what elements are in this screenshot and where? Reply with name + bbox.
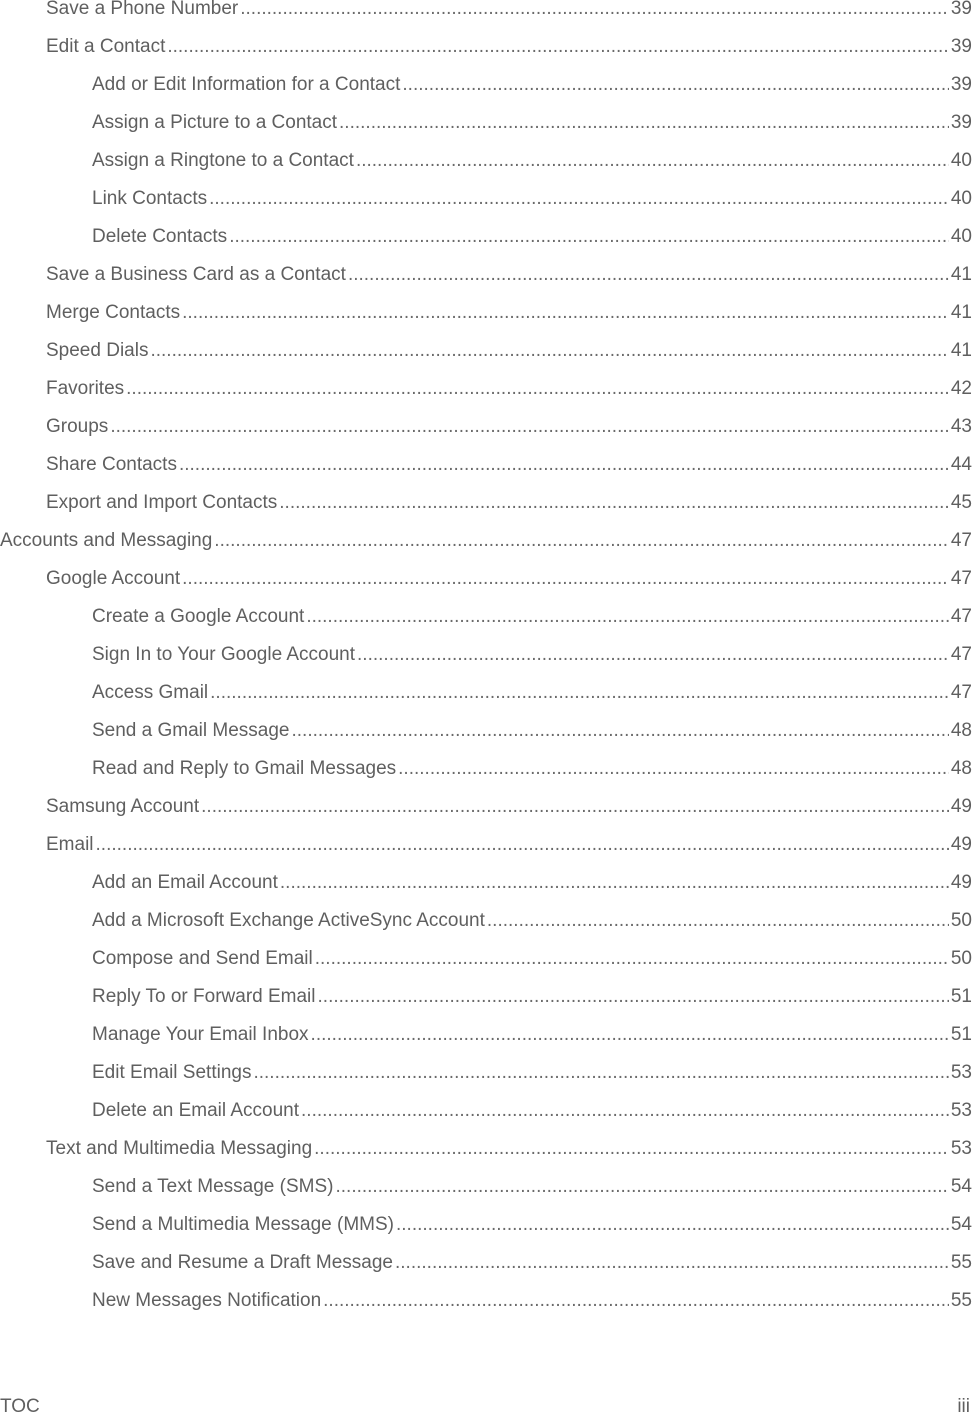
toc-entry-page: 51	[950, 1024, 972, 1045]
toc-leader-dots	[318, 986, 949, 1008]
toc-leader-dots	[487, 910, 949, 932]
toc-entry-page: 40	[950, 150, 972, 171]
toc-entry-title: Text and Multimedia Messaging	[46, 1138, 313, 1159]
toc-entry-page: 47	[950, 606, 972, 627]
toc-entry-title: Reply To or Forward Email	[92, 986, 316, 1007]
toc-leader-dots	[292, 720, 949, 742]
toc-entry[interactable]	[92, 946, 972, 970]
toc-entry[interactable]	[46, 566, 972, 590]
toc-entry-page: 47	[950, 682, 972, 703]
toc-entry-page: 50	[950, 948, 972, 969]
toc-entry[interactable]	[92, 908, 972, 932]
toc-entry[interactable]	[92, 1174, 972, 1198]
toc-entry[interactable]	[92, 72, 972, 96]
toc-entry-page: 49	[950, 872, 972, 893]
toc-entry-title: Edit a Contact	[46, 36, 166, 57]
toc-entry-title: Sign In to Your Google Account	[92, 644, 356, 665]
toc-entry[interactable]	[92, 148, 972, 172]
toc-entry-title: Save and Resume a Draft Message	[92, 1252, 393, 1273]
footer-page-number: iii	[957, 1396, 970, 1417]
toc-entry-page: 53	[950, 1138, 972, 1159]
toc-entry-title: New Messages Notification	[92, 1290, 322, 1311]
toc-leader-dots	[301, 1100, 949, 1122]
toc-entry-title: Compose and Send Email	[92, 948, 313, 969]
toc-leader-dots	[210, 682, 949, 704]
toc-leader-dots	[402, 74, 948, 96]
toc-entry-title: Delete Contacts	[92, 226, 228, 247]
toc-entry-title: Read and Reply to Gmail Messages	[92, 758, 397, 779]
toc-entry[interactable]	[46, 338, 972, 362]
toc-leader-dots	[182, 568, 949, 590]
toc-leader-dots	[311, 1024, 949, 1046]
toc-entry[interactable]	[92, 186, 972, 210]
toc-entry-page: 49	[950, 796, 972, 817]
toc-leader-dots	[253, 1062, 948, 1084]
toc-entry-page: 39	[950, 0, 972, 19]
toc-entry-page: 53	[950, 1100, 972, 1121]
toc-leader-dots	[339, 112, 949, 134]
toc-entry[interactable]	[46, 1136, 972, 1160]
toc-leader-dots	[179, 454, 949, 476]
toc-entry-page: 54	[950, 1176, 972, 1197]
toc-leader-dots	[323, 1290, 949, 1312]
toc-entry-page: 43	[950, 416, 972, 437]
toc-entry-title: Manage Your Email Inbox	[92, 1024, 309, 1045]
toc-entry-title: Edit Email Settings	[92, 1062, 252, 1083]
toc-entry-page: 44	[950, 454, 972, 475]
toc-entry-title: Assign a Picture to a Contact	[92, 112, 338, 133]
toc-leader-dots	[280, 872, 949, 894]
toc-entry-page: 40	[950, 188, 972, 209]
toc-entry[interactable]	[92, 680, 972, 704]
toc-entry-title: Speed Dials	[46, 340, 149, 361]
toc-leader-dots	[348, 264, 949, 286]
toc-entry[interactable]	[46, 34, 972, 58]
toc-entry-title: Share Contacts	[46, 454, 177, 475]
toc-entry-title: Google Account	[46, 568, 181, 589]
toc-entry-page: 39	[950, 74, 972, 95]
toc-entry-page: 49	[950, 834, 972, 855]
toc-entry-page: 50	[950, 910, 972, 931]
toc-entry-title: Save a Business Card as a Contact	[46, 264, 346, 285]
toc-entry-page: 41	[950, 302, 972, 323]
toc-entry-title: Add a Microsoft Exchange ActiveSync Account	[92, 910, 485, 931]
toc-entry[interactable]	[92, 110, 972, 134]
toc-leader-dots	[335, 1176, 948, 1198]
toc-leader-dots	[357, 644, 949, 666]
toc-entry-page: 51	[950, 986, 972, 1007]
toc-entry[interactable]	[46, 490, 972, 514]
toc-entry-page: 39	[950, 112, 972, 133]
toc-entry-page: 40	[950, 226, 972, 247]
toc-entry-title: Send a Multimedia Message (MMS)	[92, 1214, 394, 1235]
toc-leader-dots	[96, 834, 949, 856]
footer-section-label: TOC	[0, 1396, 40, 1417]
toc-entry[interactable]	[46, 300, 972, 324]
toc-entry-page: 41	[950, 340, 972, 361]
toc-chapter-entry[interactable]	[0, 528, 972, 552]
toc-entry-page: 48	[950, 720, 972, 741]
toc-entry[interactable]	[46, 0, 972, 20]
toc-entry[interactable]	[46, 376, 972, 400]
toc-entry-title: Send a Text Message (SMS)	[92, 1176, 334, 1197]
toc-leader-dots	[229, 226, 949, 248]
toc-entry-title: Add or Edit Information for a Contact	[92, 74, 401, 95]
toc-leader-dots	[398, 758, 949, 780]
page-footer	[0, 1396, 972, 1418]
toc-leader-dots	[182, 302, 949, 324]
toc-leader-dots	[150, 340, 948, 362]
toc-leader-dots	[110, 416, 949, 438]
toc-leader-dots	[167, 36, 949, 58]
toc-entry[interactable]	[92, 1022, 972, 1046]
toc-entry-page: 41	[950, 264, 972, 285]
toc-entry-title: Favorites	[46, 378, 125, 399]
toc-leader-dots	[201, 796, 949, 818]
toc-entry-title: Accounts and Messaging	[0, 530, 213, 551]
toc-entry-page: 53	[950, 1062, 972, 1083]
toc-entry-title: Add an Email Account	[92, 872, 278, 893]
toc-leader-dots	[314, 1138, 949, 1160]
toc-entry[interactable]	[46, 794, 972, 818]
toc-entry-page: 45	[950, 492, 972, 513]
toc-entry-page: 55	[950, 1252, 972, 1273]
toc-entry[interactable]	[92, 984, 972, 1008]
toc-leader-dots	[279, 492, 949, 514]
toc-leader-dots	[126, 378, 949, 400]
toc-entry[interactable]	[92, 642, 972, 666]
toc-entry[interactable]	[92, 1060, 972, 1084]
toc-entry[interactable]	[92, 1212, 972, 1236]
toc-entry-title: Assign a Ringtone to a Contact	[92, 150, 354, 171]
toc-entry[interactable]	[92, 1098, 972, 1122]
toc-entry[interactable]	[92, 1288, 972, 1312]
toc-entry[interactable]	[92, 224, 972, 248]
toc-entry-title: Access Gmail	[92, 682, 209, 703]
toc-entry-page: 39	[950, 36, 972, 57]
toc-entry-page: 48	[950, 758, 972, 779]
toc-entry-page: 47	[950, 644, 972, 665]
toc-entry[interactable]	[92, 718, 972, 742]
toc-entry[interactable]	[46, 832, 972, 856]
toc-entry-page: 54	[950, 1214, 972, 1235]
toc-entry-page: 55	[950, 1290, 972, 1311]
toc-entry-page: 47	[950, 568, 972, 589]
toc-leader-dots	[395, 1252, 949, 1274]
toc-entry-title: Delete an Email Account	[92, 1100, 300, 1121]
toc-leader-dots	[214, 530, 949, 552]
toc-entry-title: Groups	[46, 416, 109, 437]
toc-leader-dots	[356, 150, 949, 172]
toc-entry[interactable]	[92, 1250, 972, 1274]
toc-entry-page: 42	[950, 378, 972, 399]
toc-entry-title: Create a Google Account	[92, 606, 305, 627]
toc-entry[interactable]	[92, 756, 972, 780]
toc-leader-dots	[396, 1214, 949, 1236]
toc-entry-title: Export and Import Contacts	[46, 492, 278, 513]
toc-entry[interactable]	[92, 604, 972, 628]
toc-leader-dots	[240, 0, 949, 20]
toc-entry[interactable]	[46, 452, 972, 476]
toc-leader-dots	[306, 606, 949, 628]
toc-leader-dots	[209, 188, 949, 210]
toc-entry-title: Merge Contacts	[46, 302, 181, 323]
toc-entry-title: Link Contacts	[92, 188, 208, 209]
toc-entry[interactable]	[92, 870, 972, 894]
toc-entry-title: Send a Gmail Message	[92, 720, 290, 741]
toc-entry-title: Samsung Account	[46, 796, 200, 817]
toc-leader-dots	[315, 948, 949, 970]
toc-entry[interactable]	[46, 262, 972, 286]
toc-entry-title: Save a Phone Number	[46, 0, 239, 19]
toc-entry[interactable]	[46, 414, 972, 438]
toc-entry-title: Email	[46, 834, 94, 855]
toc-entry-page: 47	[950, 530, 972, 551]
